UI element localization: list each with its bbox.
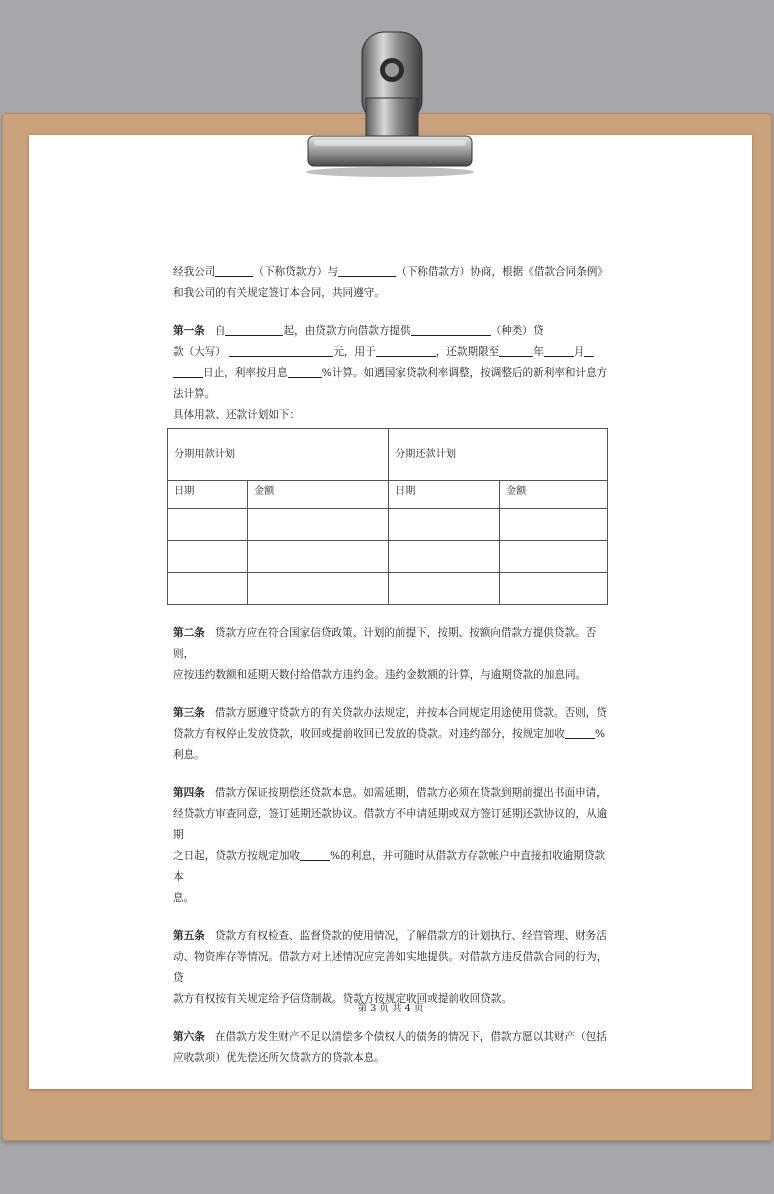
table-cell — [168, 573, 248, 605]
article-title: 第三条 — [173, 707, 205, 719]
table-cell — [389, 541, 500, 573]
table-row — [168, 541, 608, 573]
blank-field — [300, 847, 330, 861]
article-text: 借款方愿遵守贷款方的有关贷款办法规定，并按本合同规定用途使用贷款。否则，贷 — [214, 707, 607, 719]
article-text: 款方有权按有关规定给予信贷制裁。贷款方按规定收回或提前收回贷款。 — [173, 993, 512, 1005]
article-text: %的利息，并可随时从借款方存款帐户中直接扣收逾期贷款本 — [173, 850, 606, 883]
article-title: 第二条 — [173, 627, 205, 639]
table-header-row — [168, 429, 608, 481]
intro-paragraph — [173, 262, 608, 304]
article-text: 自 — [214, 325, 226, 337]
table-column-header: 日期 — [389, 481, 500, 509]
article-text: 法计算。 — [173, 388, 216, 400]
article-text: 贷款方有权检查、监督贷款的使用情况，了解借款方的计划执行、经营管理、财务活 — [214, 930, 607, 942]
table-cell — [389, 573, 500, 605]
table-column-header: 日期 — [168, 481, 248, 509]
article-text: 经贷款方审查同意，签订延期还款协议。借款方不申请延期或双方签订延期还款协议的，从逾期 — [173, 808, 608, 841]
article-text: 起，由贷款方向借款方提供 — [283, 325, 411, 337]
article-text: 应按违约数额和延期天数付给借款方违约金。违约金数额的计算，与逾期贷款的加息同。 — [173, 669, 587, 681]
table-cell — [500, 509, 608, 541]
article-text: 之日起，贷款方按规定加收 — [173, 850, 301, 862]
table-cell — [248, 509, 389, 541]
article-text: 元，用于 — [333, 346, 376, 358]
blank-field — [288, 364, 322, 378]
table-cell — [168, 509, 248, 541]
article-1 — [173, 321, 608, 426]
table-cell — [168, 541, 248, 573]
article-text: 月 — [573, 346, 585, 358]
blank-field — [225, 322, 283, 336]
article-title: 第四条 — [173, 787, 205, 799]
blank-field — [499, 343, 533, 357]
table-row — [168, 481, 608, 509]
article-2 — [173, 623, 608, 686]
article-text: 日止，利率按月息 — [203, 367, 288, 379]
article-text: 在借款方发生财产不足以清偿多个债权人的债务的情况下，借款方愿以其财产（包括 — [214, 1031, 607, 1043]
plan-intro: 具体用款、还款计划如下： — [173, 409, 301, 421]
table-column-header: 金额 — [248, 481, 389, 509]
article-text: %计算。如遇国家贷款利率调整，按调整后的新利率和计息方 — [321, 367, 608, 379]
table-cell — [389, 509, 500, 541]
article-text: ，还款期限至 — [435, 346, 500, 358]
article-text: 款（大写） — [173, 346, 226, 358]
article-text: 应收款项）优先偿还所欠贷款方的贷款本息。 — [173, 1052, 385, 1064]
binder-clip-icon — [304, 28, 476, 178]
page-number: 第 3 页 共 4 页 — [357, 1003, 424, 1014]
table-cell — [248, 541, 389, 573]
intro-text: 和我公司的有关规定签订本合同，共同遵守。 — [173, 287, 385, 299]
article-title: 第六条 — [173, 1031, 205, 1043]
intro-text: （下称贷款方）与 — [253, 266, 339, 278]
blank-field — [411, 322, 491, 336]
article-4 — [173, 783, 608, 909]
table-header-cell: 分期用款计划 — [168, 429, 389, 481]
table-row — [168, 573, 608, 605]
article-title: 第五条 — [173, 930, 205, 942]
table-header-cell: 分期还款计划 — [389, 429, 608, 481]
blank-field — [173, 364, 203, 378]
article-text: 借款方保证按期偿还贷款本息。如需延期，借款方必须在贷款到期前提出书面申请， — [214, 787, 607, 799]
table-column-header: 金额 — [500, 481, 608, 509]
blank-field — [338, 263, 396, 277]
article-6 — [173, 1027, 608, 1069]
document-body — [173, 262, 608, 1069]
repayment-plan-table — [167, 428, 608, 605]
article-text: %利息。 — [173, 728, 606, 761]
blank-field — [544, 343, 574, 357]
table-cell — [500, 541, 608, 573]
intro-text: （下称借款方）协商，根据《借款合同条例》 — [396, 266, 608, 278]
blank-field — [376, 343, 436, 357]
blank-field — [215, 263, 253, 277]
table-row — [168, 509, 608, 541]
article-text: 动、物资库存等情况。借款方对上述情况应完善如实地提供。对借款方违反借款合同的行为，贷 — [173, 951, 608, 984]
article-text: 息。 — [173, 892, 195, 904]
article-text: 贷款方应在符合国家信贷政策、计划的前提下，按期、按额向借款方提供贷款。否则， — [173, 627, 597, 660]
blank-field — [229, 343, 333, 357]
table-cell — [500, 573, 608, 605]
intro-text: 经我公司 — [173, 266, 216, 278]
article-text: 年 — [533, 346, 544, 358]
article-title: 第一条 — [173, 325, 205, 337]
blank-field — [565, 725, 595, 739]
table-cell — [248, 573, 389, 605]
article-text: 贷款方有权停止发放贷款，收回或提前收回已发放的贷款。对违约部分，按规定加收 — [173, 728, 565, 740]
blank-field — [584, 343, 594, 357]
article-text: （种类）贷 — [490, 325, 544, 337]
article-5 — [173, 926, 608, 1010]
article-3 — [173, 703, 608, 766]
